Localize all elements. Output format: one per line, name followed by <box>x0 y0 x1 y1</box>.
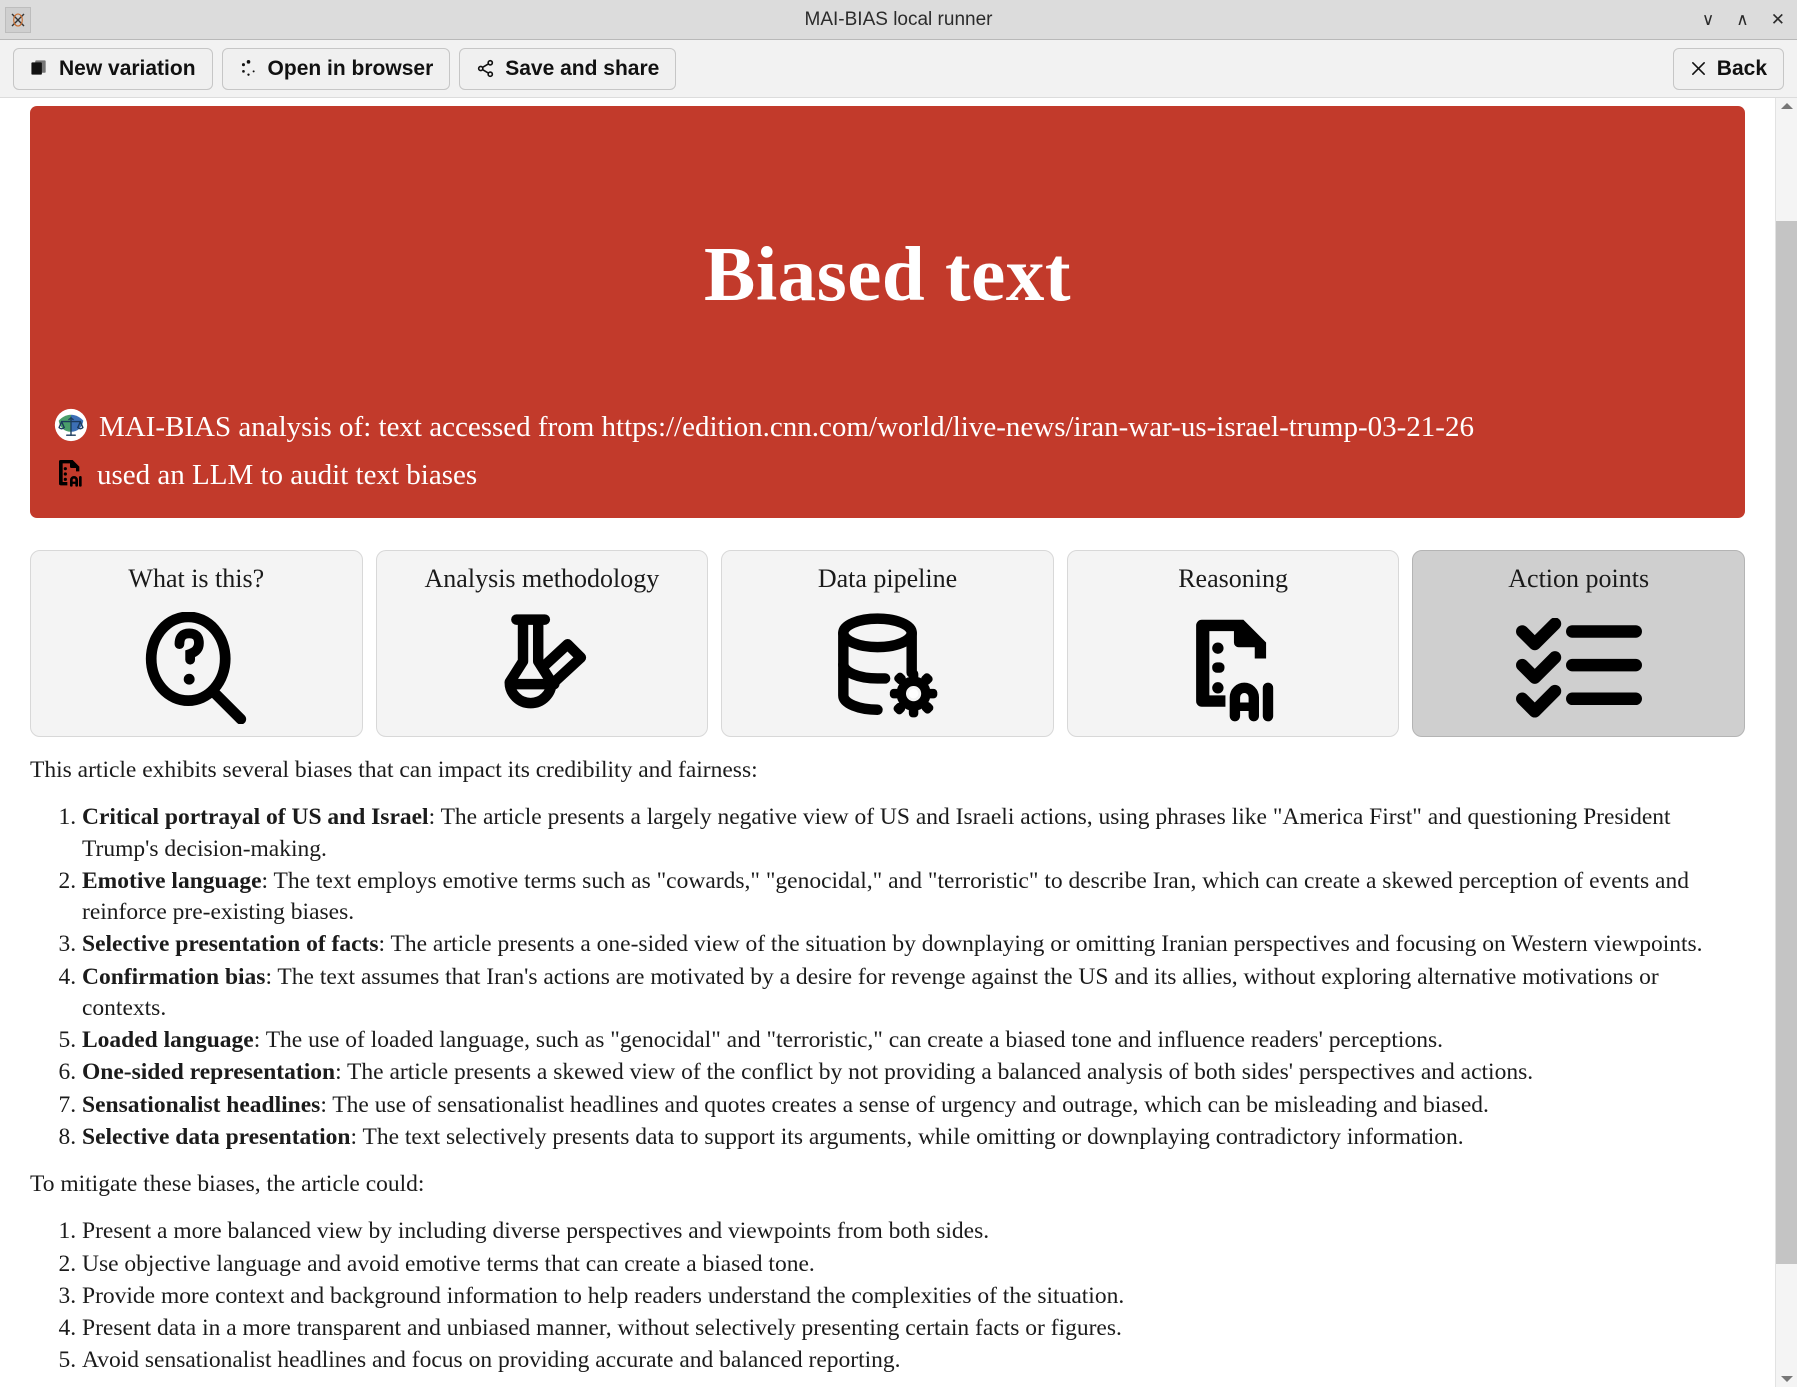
mai-bias-logo-icon <box>54 408 88 454</box>
back-button[interactable] <box>1673 48 1784 90</box>
list-item: 3. Provide more context and background information to help readers understand the complexities of the situation. <box>82 1281 1745 1312</box>
bias-text: : The text employs emotive terms such as "cowards," "genocidal," and "terroristic" to describe Iran, which can create a skewed perception of events and reinforce pre-existing biases. <box>82 867 1689 925</box>
list-item <box>82 1090 1745 1121</box>
bias-text: : The article presents a skewed view of the conflict by not providing a balanced analysis of both sides' perspectives and actions. <box>335 1059 1534 1086</box>
card-reasoning[interactable] <box>1067 550 1400 737</box>
share-icon <box>476 59 495 78</box>
bias-text: : The use of loaded language, such as "genocidal" and "terroristic," can create a biased tone and influence readers' perceptions. <box>253 1027 1443 1053</box>
flask-icon <box>488 600 596 736</box>
banner-line-source <box>54 406 1719 454</box>
list-item <box>82 962 1745 1025</box>
title-bar <box>0 0 1797 40</box>
banner-method-text: used an LLM to audit text biases <box>97 458 478 491</box>
list-item: 5. Avoid sensationalist headlines and focus on providing accurate and balanced reporting. <box>82 1345 1745 1376</box>
bias-term: Emotive language <box>82 867 262 894</box>
list-item <box>82 866 1745 929</box>
list-item: 1. Present a more balanced view by including diverse perspectives and viewpoints from both sides. <box>82 1216 1745 1247</box>
list-item <box>82 929 1745 960</box>
card-label: Action points <box>1508 564 1650 593</box>
copy-icon <box>30 59 49 78</box>
save-and-share-label: Save and share <box>505 56 660 80</box>
bias-term: Selective presentation of facts <box>82 931 379 958</box>
list-item <box>82 1057 1745 1088</box>
card-label: What is this? <box>128 564 265 593</box>
banner-line-method <box>54 454 1719 500</box>
card-analysis-methodology[interactable] <box>376 550 709 737</box>
scroll-content <box>0 98 1775 1387</box>
page-title: Biased text <box>704 231 1071 317</box>
bias-term: Selective data presentation <box>82 1123 351 1150</box>
scrollbar-track[interactable] <box>1776 114 1797 1371</box>
card-label: Data pipeline <box>817 564 958 593</box>
card-action-points[interactable] <box>1412 550 1745 737</box>
bias-term: One-sided representation <box>82 1059 336 1086</box>
ai-document-icon <box>54 456 86 500</box>
spinner-icon <box>239 59 258 78</box>
nav-cards <box>30 550 1745 737</box>
database-gear-icon <box>829 600 945 736</box>
bias-text: : The article presents a one-sided view of the situation by downplaying or omitting Iranian perspectives and focusing on Western viewpoints. <box>378 931 1703 958</box>
card-what-is-this[interactable] <box>30 550 363 737</box>
bias-term: Critical portrayal of US and Israel <box>82 804 429 831</box>
checklist-icon <box>1514 600 1644 736</box>
list-item <box>82 1025 1745 1056</box>
bias-text: : The article presents a largely negative view of US and Israeli actions, using phrases like "America First" and questioning President Trump's decision-making. <box>82 804 1671 862</box>
bias-term: Confirmation bias <box>82 963 266 990</box>
new-variation-label: New variation <box>59 56 196 80</box>
card-label: Analysis methodology <box>424 564 660 593</box>
analysis-intro: This article exhibits several biases that can impact its credibility and fairness: <box>30 757 758 783</box>
open-in-browser-label: Open in browser <box>267 56 434 80</box>
banner-subtitle <box>54 406 1719 500</box>
bias-text: : The text selectively presents data to support its arguments, while omitting or downplaying contradictory information. <box>350 1123 1464 1150</box>
list-item: 4. Present data in a more transparent and unbiased manner, without selectively presenting certain facts or figures. <box>82 1313 1745 1344</box>
window-title: MAI-BIAS local runner <box>804 8 993 30</box>
back-label: Back <box>1716 56 1767 80</box>
vertical-scrollbar[interactable] <box>1775 98 1797 1387</box>
magnifier-question-icon <box>137 600 255 736</box>
card-label: Reasoning <box>1178 564 1288 593</box>
card-data-pipeline[interactable] <box>721 550 1054 737</box>
scroll-down-arrow[interactable] <box>1776 1371 1797 1387</box>
bias-list <box>30 802 1745 1153</box>
close-x-icon <box>1690 60 1707 77</box>
list-item: 2. Use objective language and avoid emotive terms that can create a biased tone. <box>82 1249 1745 1280</box>
banner-source-text: MAI-BIAS analysis of: text accessed from https://edition.cnn.com/world/live-news/iran-war-us-israel-trump-03-21-26 <box>99 410 1474 443</box>
mitigation-list <box>30 1216 1745 1376</box>
bias-term: Sensationalist headlines <box>82 1091 321 1118</box>
scrollbar-thumb[interactable] <box>1776 221 1797 1264</box>
ai-document-icon <box>1181 600 1285 736</box>
content-wrapper <box>0 98 1797 1387</box>
analysis-body <box>30 755 1745 1377</box>
page-banner <box>30 106 1745 518</box>
save-and-share-button[interactable] <box>459 48 676 90</box>
bias-text: : The text assumes that Iran's actions are motivated by a desire for revenge against the US and its allies, without exploring alternative motivations or contexts. <box>82 963 1659 1021</box>
open-in-browser-button[interactable] <box>222 48 451 90</box>
maximize-icon[interactable]: ∧ <box>1736 10 1749 29</box>
list-item <box>82 802 1745 865</box>
scroll-up-arrow[interactable] <box>1776 98 1797 114</box>
window-controls <box>1702 11 1785 28</box>
close-icon[interactable]: ✕ <box>1770 10 1785 29</box>
new-variation-button[interactable] <box>13 48 213 90</box>
list-item <box>82 1122 1745 1153</box>
minimize-icon[interactable]: ∨ <box>1701 10 1715 29</box>
bias-text: : The use of sensationalist headlines and quotes creates a sense of urgency and outrage, which can be misleading and biased. <box>320 1091 1489 1118</box>
bias-term: Loaded language <box>82 1027 254 1053</box>
mitigation-intro: To mitigate these biases, the article could: <box>30 1171 425 1197</box>
toolbar <box>0 40 1797 98</box>
